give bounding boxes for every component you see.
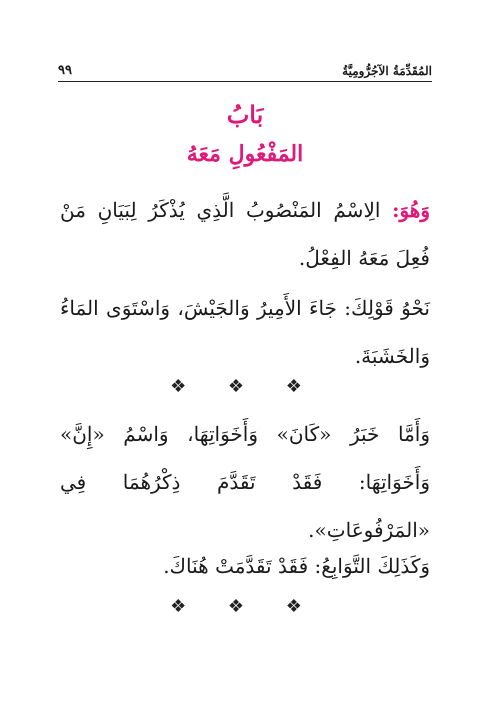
section-divider-2: ❖ ❖ ❖	[170, 596, 320, 617]
chapter-heading: بَابُ	[226, 100, 264, 129]
kana-paragraph: وَأَمَّا خَبَرُ «كَانَ» وَأَخَوَاتِهَا، وَاسْمُ «إِنَّ» وَأَخَوَاتِهَا: فَقَدْ تَقَدَّمَ ذِكْرُهُمَا فِي «المَرْفُوعَاتِ».	[60, 422, 430, 542]
section-divider-1: ❖ ❖ ❖	[170, 376, 320, 397]
page-number: ٩٩	[58, 63, 72, 78]
definition-paragraph	[60, 186, 430, 282]
example-paragraph: نَحْوُ قَوْلِكَ: جَاءَ الأَمِيرُ وَالجَيْشَ، وَاسْتَوَى المَاءُ وَالخَشَبَةَ.	[60, 296, 430, 368]
tawabi-paragraph: وَكَذَلِكَ التَّوَابِعُ: فَقَدْ تَقَدَّمَتْ هُنَاكَ.	[163, 554, 430, 578]
running-title: المُقَدِّمَةُ الآجُرُّومِيَّةُ	[342, 64, 432, 78]
page-header	[58, 56, 432, 82]
definition-term: وَهُوَ:	[392, 198, 430, 222]
definition-text: الِاسْمُ المَنْصُوبُ الَّذِي يُذْكَرُ لِبَيَانِ مَنْ فُعِلَ مَعَهُ الفِعْلُ.	[60, 198, 430, 270]
chapter-title: المَفْعُولِ مَعَهُ	[186, 141, 304, 167]
